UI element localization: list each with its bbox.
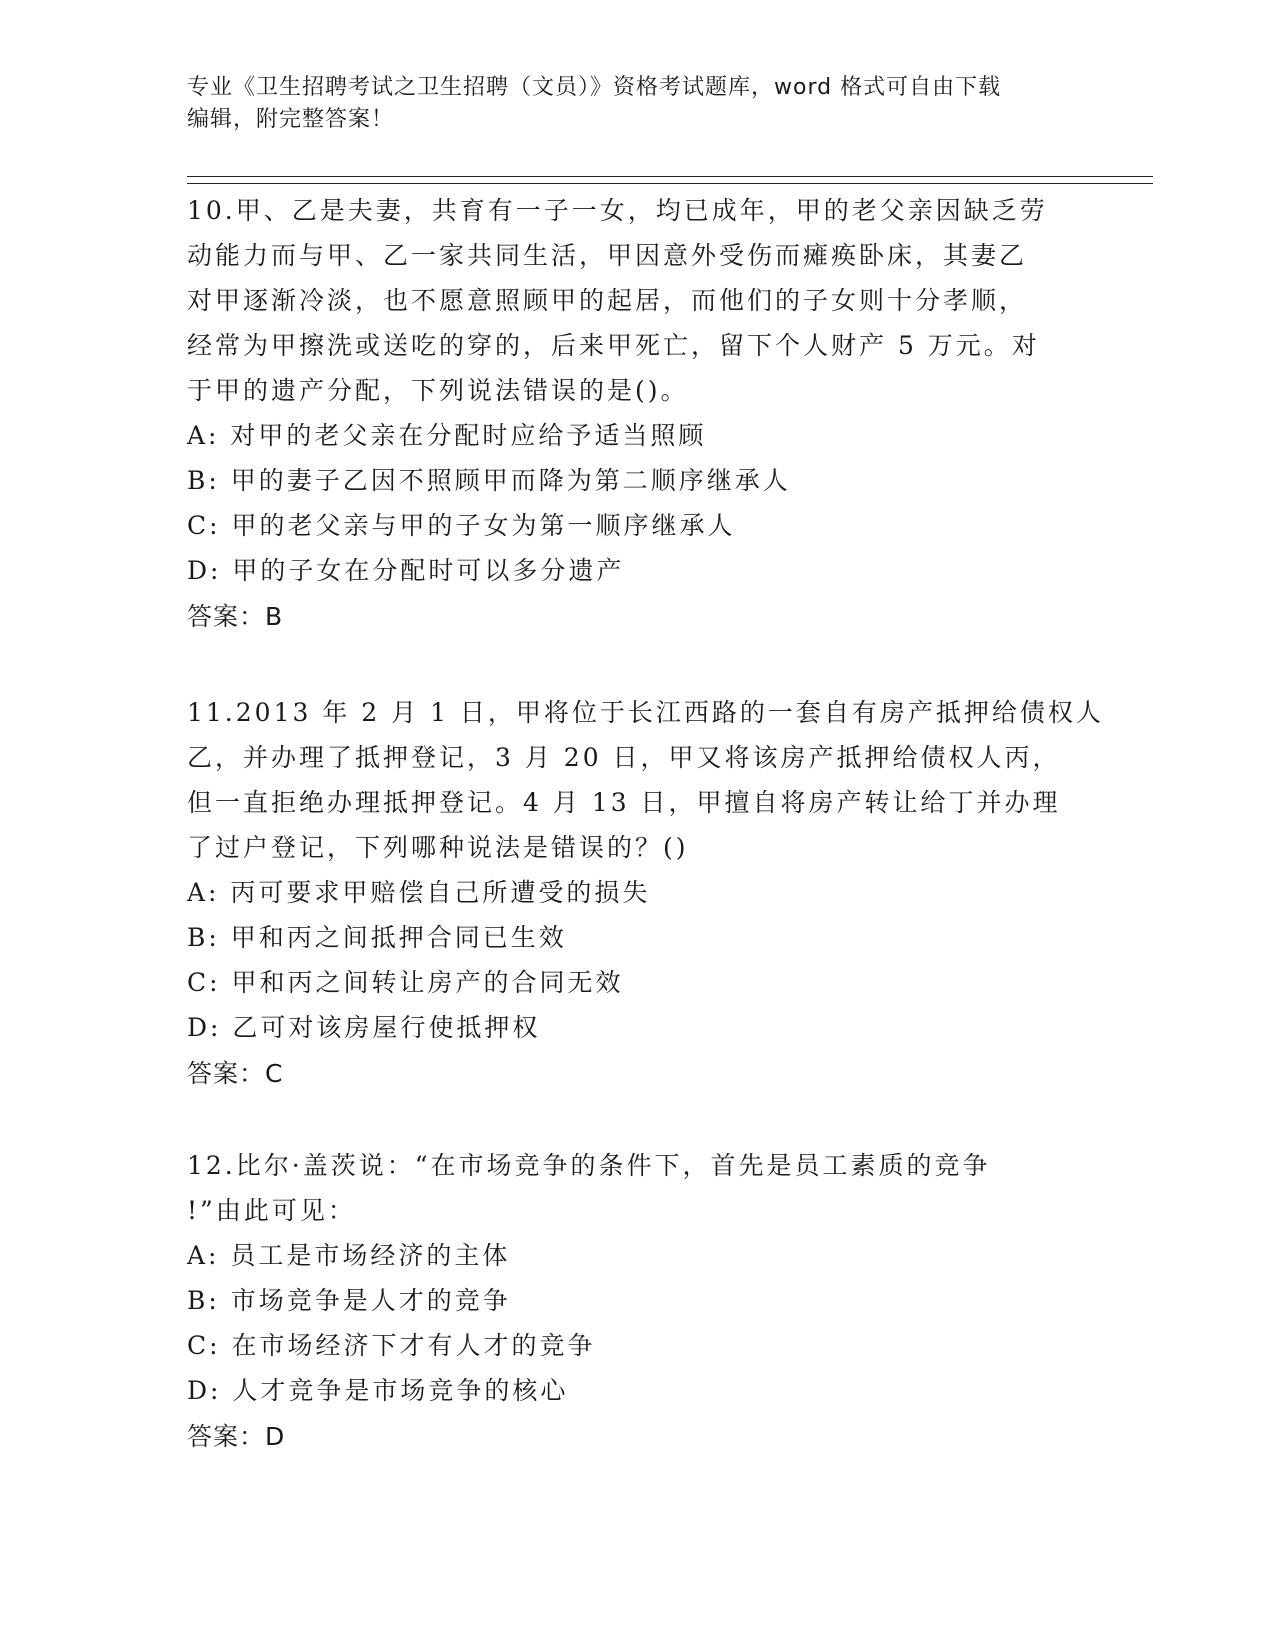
question-stem-line: !”由此可见： [187, 1196, 356, 1225]
answer-label: 答案：D [187, 1422, 286, 1451]
question-stem-line: 于甲的遗产分配，下列说法错误的是()。 [187, 376, 689, 405]
option-b: B: 甲的妻子乙因不照顾甲而降为第二顺序继承人 [187, 466, 791, 495]
question-stem-line: 动能力而与甲、乙一家共同生活，甲因意外受伤而瘫痪卧床，其妻乙 [187, 241, 1028, 270]
option-d: D: 乙可对该房屋行使抵押权 [187, 1013, 541, 1042]
header-line-1: 专业《卫生招聘考试之卫生招聘（文员）》资格考试题库，word 格式可自由下载 [187, 75, 1002, 100]
question-stem-line: 11.2013 年 2 月 1 日，甲将位于长江西路的一套自有房产抵押给债权人 [187, 698, 1104, 727]
option-c: C: 在市场经济下才有人才的竞争 [187, 1331, 596, 1360]
option-a: A: 对甲的老父亲在分配时应给予适当照顾 [187, 421, 707, 450]
question-12 [187, 1143, 1087, 1461]
question-stem-line: 但一直拒绝办理抵押登记。4 月 13 日，甲擅自将房产转让给丁并办理 [187, 788, 1061, 817]
header-divider-top [187, 176, 1153, 177]
option-a: A: 员工是市场经济的主体 [187, 1241, 511, 1270]
document-header [187, 72, 1087, 136]
question-stem-line: 10.甲、乙是夫妻，共育有一子一女，均已成年，甲的老父亲因缺乏劳 [187, 196, 1048, 225]
option-d: D: 甲的子女在分配时可以多分遗产 [187, 556, 625, 585]
question-stem-line: 乙，并办理了抵押登记，3 月 20 日，甲又将该房产抵押给债权人丙， [187, 743, 1061, 772]
option-b: B: 甲和丙之间抵押合同已生效 [187, 923, 567, 952]
question-10 [187, 188, 1087, 641]
answer-label: 答案：B [187, 602, 284, 631]
question-stem-line: 经常为甲擦洗或送吃的穿的，后来甲死亡，留下个人财产 5 万元。对 [187, 331, 1040, 360]
question-11 [187, 690, 1104, 1098]
option-b: B: 市场竞争是人才的竞争 [187, 1286, 511, 1315]
option-d: D: 人才竞争是市场竞争的核心 [187, 1376, 569, 1405]
header-divider-bottom [187, 183, 1153, 184]
option-c: C: 甲和丙之间转让房产的合同无效 [187, 968, 624, 997]
answer-label: 答案：C [187, 1059, 284, 1088]
question-stem-line: 12.比尔·盖茨说：“在市场竞争的条件下，首先是员工素质的竞争 [187, 1151, 991, 1180]
question-stem-line: 对甲逐渐冷淡，也不愿意照顾甲的起居，而他们的子女则十分孝顺， [187, 286, 1028, 315]
header-line-2: 编辑，附完整答案！ [187, 107, 395, 132]
option-a: A: 丙可要求甲赔偿自己所遭受的损失 [187, 878, 651, 907]
option-c: C: 甲的老父亲与甲的子女为第一顺序继承人 [187, 511, 736, 540]
question-stem-line: 了过户登记，下列哪种说法是错误的？() [187, 833, 689, 862]
